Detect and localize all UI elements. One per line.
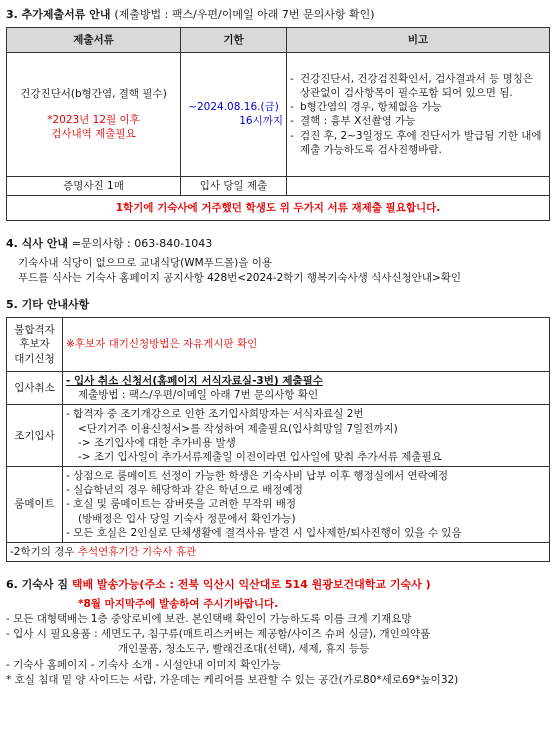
deadline-date: ~2024.08.16.(금) — [188, 101, 279, 114]
table-row — [7, 176, 550, 195]
notice-text: 1학기에 기숙사에 거주했던 학생도 위 두가지 서류 재제출 필요합니다. — [7, 196, 550, 221]
early-text: -> 조기입사에 대한 추가비용 발생 — [78, 436, 236, 449]
roommate-line: - 모든 호실은 2인실로 단체생활에 결격사유 발견 시 입사제한/퇴사진행이 있을 수 있음 — [66, 526, 462, 539]
roommate-text: 상점으로 룸메이트 선정이 가능한 학생은 기숙사비 납부 이후 행정실에서 연락예정 — [73, 470, 449, 483]
section-6 — [6, 578, 550, 687]
section-5-title: 5. 기타 안내사항 — [6, 298, 90, 312]
row-label: 불합격자 후보자 대기신청 — [7, 318, 63, 372]
doc-note: *2023년 12월 이후 검사내역 제출필요 — [47, 114, 140, 141]
doc-name: 건강진단서(b형간염, 결핵 필수) — [20, 88, 167, 101]
roommate-line: - 실습학년의 경우 해당학과 같은 학년으로 배정예정 — [66, 484, 303, 497]
early-text: <단기거주 이용신청서>를 작성하여 제출필요(입사희망일 7일전까지) — [78, 422, 398, 435]
list-item: - 검진 후, 2~3일정도 후에 진단서가 발급됨 기한 내에 제출 가능하도록 검사진행바람. — [290, 129, 546, 157]
section-4-title — [6, 237, 550, 252]
table-row — [7, 318, 550, 372]
section-6-heading: 6. 기숙사 짐 — [6, 578, 72, 592]
notice-row — [7, 196, 550, 221]
row-label: 룸메이트 — [7, 467, 63, 543]
other-info-table — [6, 317, 550, 562]
deadline-time: 16시까지 — [239, 115, 283, 128]
doc-name-photo: 증명사진 1매 — [7, 176, 181, 195]
header-deadline: 기한 — [181, 27, 287, 52]
list-item: - 결핵 : 흉부 X선촬영 가능 — [290, 114, 546, 128]
early-line: - 합격자 중 조기개강으로 인한 조기입사희망자는 서식자료실 2번 — [66, 408, 364, 421]
header-note: 비고 — [287, 27, 550, 52]
section-4-heading: 4. 식사 안내 — [6, 237, 68, 251]
roommate-text: 호실 및 룸메이트는 잠버릇을 고려한 무작위 배정 — [73, 498, 297, 511]
section-3-heading: 3. 추가제출서류 안내 — [6, 8, 111, 21]
note-photo — [287, 176, 550, 195]
section-3-subtitle: (제출방법 : 팩스/우편/이메일 아래 7번 문의사항 확인) — [114, 8, 375, 21]
cancel-form-text: 입사 취소 신청서(홈페이지 서식자료실-3번) 제출필수 — [74, 375, 323, 388]
roommate-line: - 상점으로 룸메이트 선정이 가능한 학생은 기숙사비 납부 이후 행정실에서 연락예정 — [66, 470, 449, 483]
section-4-contact: =문의사항 : 063-840-1043 — [71, 237, 213, 251]
roommate-line: - 호실 및 룸메이트는 잠버릇을 고려한 무작위 배정 — [66, 498, 297, 511]
row-content — [63, 467, 550, 543]
roommate-text: 모든 호실은 2인실로 단체생활에 결격사유 발견 시 입사제한/퇴사진행이 있을 수 있음 — [73, 526, 462, 539]
table-header-row — [7, 27, 550, 52]
early-text: -> 조기 입사일이 추가서류제출일 이전이라면 입사일에 맞춰 추가서류 제출필요 — [78, 450, 442, 463]
section-6-title — [6, 578, 550, 593]
cancel-line: - 입사 취소 신청서(홈페이지 서식자료실-3번) 제출필수 — [66, 375, 323, 388]
table-row — [7, 405, 550, 467]
deadline-cell — [181, 52, 287, 176]
parcel-line: 개인물품, 청소도구, 빨래건조대(선택), 세제, 휴지 등등 — [118, 643, 370, 656]
parcel-line: - 모든 대형택배는 1층 중앙로비에 보관. 본인택배 확인이 가능하도록 이름 크게 기재요망 — [6, 613, 412, 626]
table-row — [7, 52, 550, 176]
parcel-line: * 호실 침대 밑 양 사이드는 서랍, 가운데는 케리어를 보관할 수 있는 공간(가로80*세로69*높이32) — [6, 673, 459, 686]
list-item: - 건강진단서, 건강검진확인서, 검사결과서 등 명칭은 상관없이 검사항목이 필수포함 되어 있으면 됨. — [290, 72, 546, 100]
section-6-subnote: *8월 마지막주에 발송하여 주시기바랍니다. — [78, 597, 279, 610]
footer-highlight: 추석연휴기간 기숙사 휴관 — [77, 545, 197, 558]
note-list — [290, 72, 546, 157]
footer-cell — [7, 542, 550, 561]
row-content — [63, 405, 550, 467]
parcel-line: - 기숙사 홈페이지 - 기숙사 소개 - 시설안내 이미지 확인가능 — [6, 658, 281, 671]
list-item: - b형간염의 경우, 항체없음 가능 — [290, 100, 546, 114]
parcel-line: - 입사 시 필요용품 : 세면도구, 침구류(매트리스커버는 제공함/사이즈 슈퍼 싱글), 개인의약품 — [6, 628, 431, 641]
documents-table — [6, 27, 550, 221]
row-text: ※후보자 대기신청방법은 자유게시판 확인 — [63, 318, 550, 372]
roommate-text: 실습학년의 경우 해당학과 같은 학년으로 배정예정 — [73, 484, 303, 497]
doc-cell — [7, 52, 181, 176]
meal-line: 기숙사내 식당이 없으므로 교내식당(WM푸드몰)을 이용 — [18, 256, 272, 269]
row-content — [63, 372, 550, 405]
section-6-address: 택배 발송가능(주소 : 전북 익산시 익산대로 514 원광보건대학교 기숙사 ) — [71, 578, 431, 592]
meal-line: 푸드를 식사는 기숙사 홈페이지 공지사항 428번<2024-2학기 행복기숙사생 식사신청안내>확인 — [18, 272, 462, 285]
header-document: 제출서류 — [7, 27, 181, 52]
row-label: 입사취소 — [7, 372, 63, 405]
table-row — [7, 372, 550, 405]
roommate-text: (방배정은 입사 당일 기숙사 정문에서 확인가능) — [78, 512, 296, 525]
table-row — [7, 467, 550, 543]
section-3-title — [6, 8, 550, 23]
row-label: 조기입사 — [7, 405, 63, 467]
cancel-method: 제출방법 : 팩스/우편/이메일 아래 7번 문의사항 확인 — [78, 389, 319, 402]
table-row — [7, 542, 550, 561]
early-text: 합격자 중 조기개강으로 인한 조기입사희망자는 서식자료실 2번 — [73, 408, 364, 421]
deadline-photo: 입사 당일 제출 — [181, 176, 287, 195]
note-cell — [287, 52, 550, 176]
footer-prefix: -2학기의 경우 — [10, 545, 78, 558]
